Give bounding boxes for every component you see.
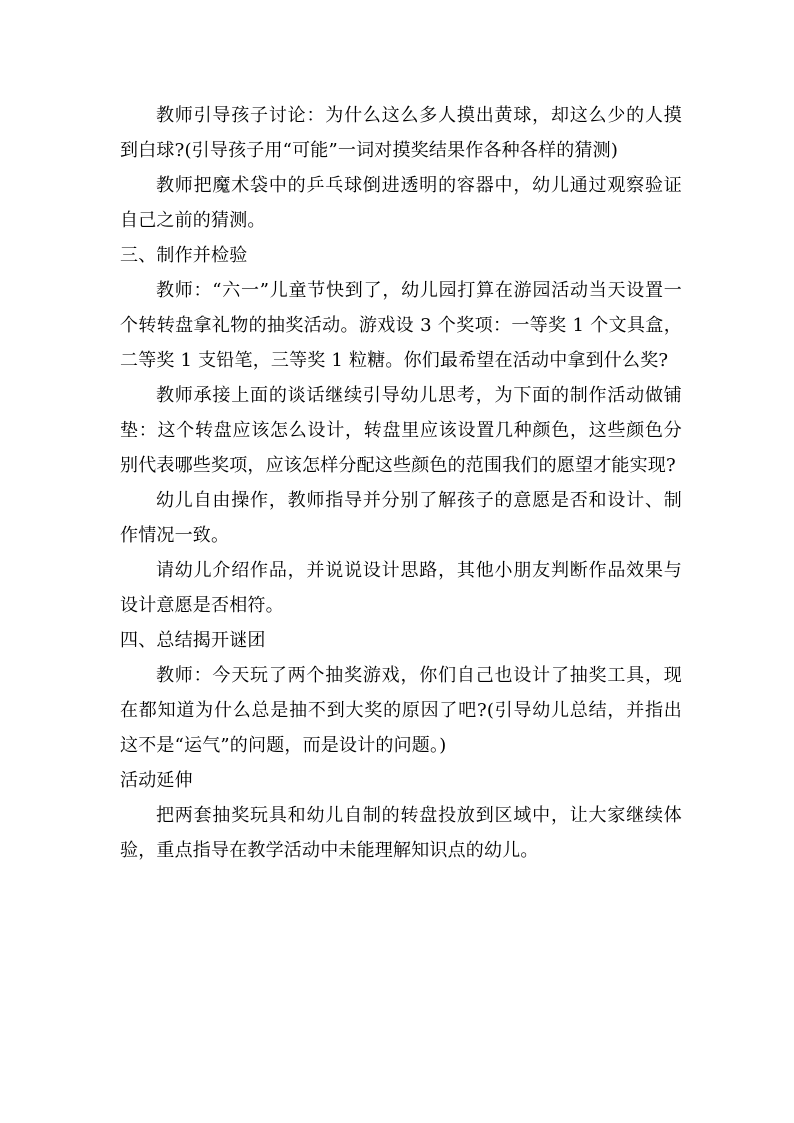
paragraph-introduce-work: 请幼儿介绍作品，并说说设计思路，其他小朋友判断作品效果与设计意愿是否相符。 [120, 560, 682, 616]
paragraph-discussion: 教师引导孩子讨论：为什么这么多人摸出黄球，却这么少的人摸到白球?(引导孩子用“可能”一词对摸奖结果作各种各样的猜测) [120, 105, 682, 161]
document-body [120, 98, 682, 868]
paragraph-summary: 教师：今天玩了两个抽奖游戏，你们自己也设计了抽奖工具，现在都知道为什么总是抽不到大奖的原因了吧?(引导幼儿总结，并指出这不是“运气”的问题，而是设计的问题。) [120, 665, 682, 756]
section-heading-make-and-check: 三、制作并检验 [120, 245, 248, 266]
section-heading-extension: 活动延伸 [120, 770, 193, 791]
paragraph-extension: 把两套抽奖玩具和幼儿自制的转盘投放到区域中，让大家继续体验，重点指导在教学活动中未能理解知识点的幼儿。 [120, 805, 682, 861]
paragraph-free-operation: 幼儿自由操作，教师指导并分别了解孩子的意愿是否和设计、制作情况一致。 [120, 490, 682, 546]
section-heading-summary: 四、总结揭开谜团 [120, 630, 266, 651]
paragraph-design-guidance: 教师承接上面的谈话继续引导幼儿思考，为下面的制作活动做铺垫：这个转盘应该怎么设计，转盘里应该设置几种颜色，这些颜色分别代表哪些奖项，应该怎样分配这些颜色的范围我们的愿望才能实现? [120, 385, 682, 476]
paragraph-verification: 教师把魔术袋中的乒乓球倒进透明的容器中，幼儿通过观察验证自己之前的猜测。 [120, 175, 682, 231]
paragraph-childrens-day: 教师：“六一”儿童节快到了，幼儿园打算在游园活动当天设置一个转转盘拿礼物的抽奖活动。游戏设 3 个奖项：一等奖 1 个文具盒，二等奖 1 支铅笔，三等奖 1 粒糖。你们最希望在活动中拿到什么奖? [120, 280, 682, 371]
